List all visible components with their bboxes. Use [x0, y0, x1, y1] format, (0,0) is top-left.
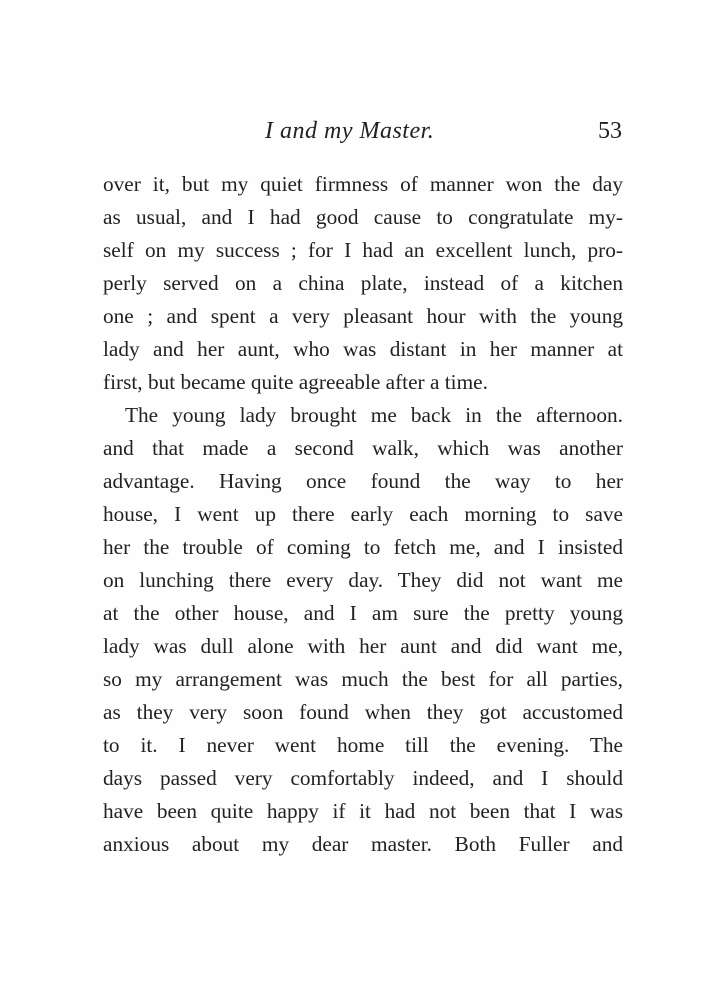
page-number: 53 — [598, 118, 622, 144]
text-line: on lunching there every day. They did not want me — [103, 568, 623, 592]
text-line: lady was dull alone with her aunt and did want me, — [103, 634, 623, 658]
text-line: and that made a second walk, which was another — [103, 436, 623, 460]
body-text — [103, 168, 623, 861]
text-line: first, but became quite agreeable after a time. — [103, 370, 488, 394]
text-line: perly served on a china plate, instead of a kitchen — [103, 271, 623, 295]
text-line: over it, but my quiet firmness of manner won the day — [103, 172, 623, 196]
running-head — [100, 118, 622, 150]
paragraph — [103, 168, 623, 399]
text-line: at the other house, and I am sure the pretty young — [103, 601, 623, 625]
text-line: house, I went up there early each morning to save — [103, 502, 623, 526]
text-line: her the trouble of coming to fetch me, and I insisted — [103, 535, 623, 559]
text-line: days passed very comfortably indeed, and I should — [103, 766, 623, 790]
running-title: I and my Master. — [265, 118, 435, 144]
text-line: as they very soon found when they got accustomed — [103, 700, 623, 724]
text-line: anxious about my dear master. Both Fuller and — [103, 832, 623, 856]
text-line: one ; and spent a very pleasant hour with the young — [103, 304, 623, 328]
text-line: advantage. Having once found the way to her — [103, 469, 623, 493]
text-line: The young lady brought me back in the afternoon. — [125, 403, 623, 427]
text-line: as usual, and I had good cause to congratulate my- — [103, 205, 623, 229]
text-line: have been quite happy if it had not been that I was — [103, 799, 623, 823]
text-line: lady and her aunt, who was distant in her manner at — [103, 337, 623, 361]
text-line: self on my success ; for I had an excellent lunch, pro- — [103, 238, 623, 262]
text-line: to it. I never went home till the evening. The — [103, 733, 623, 757]
paragraph — [103, 399, 623, 861]
text-line: so my arrangement was much the best for all parties, — [103, 667, 623, 691]
